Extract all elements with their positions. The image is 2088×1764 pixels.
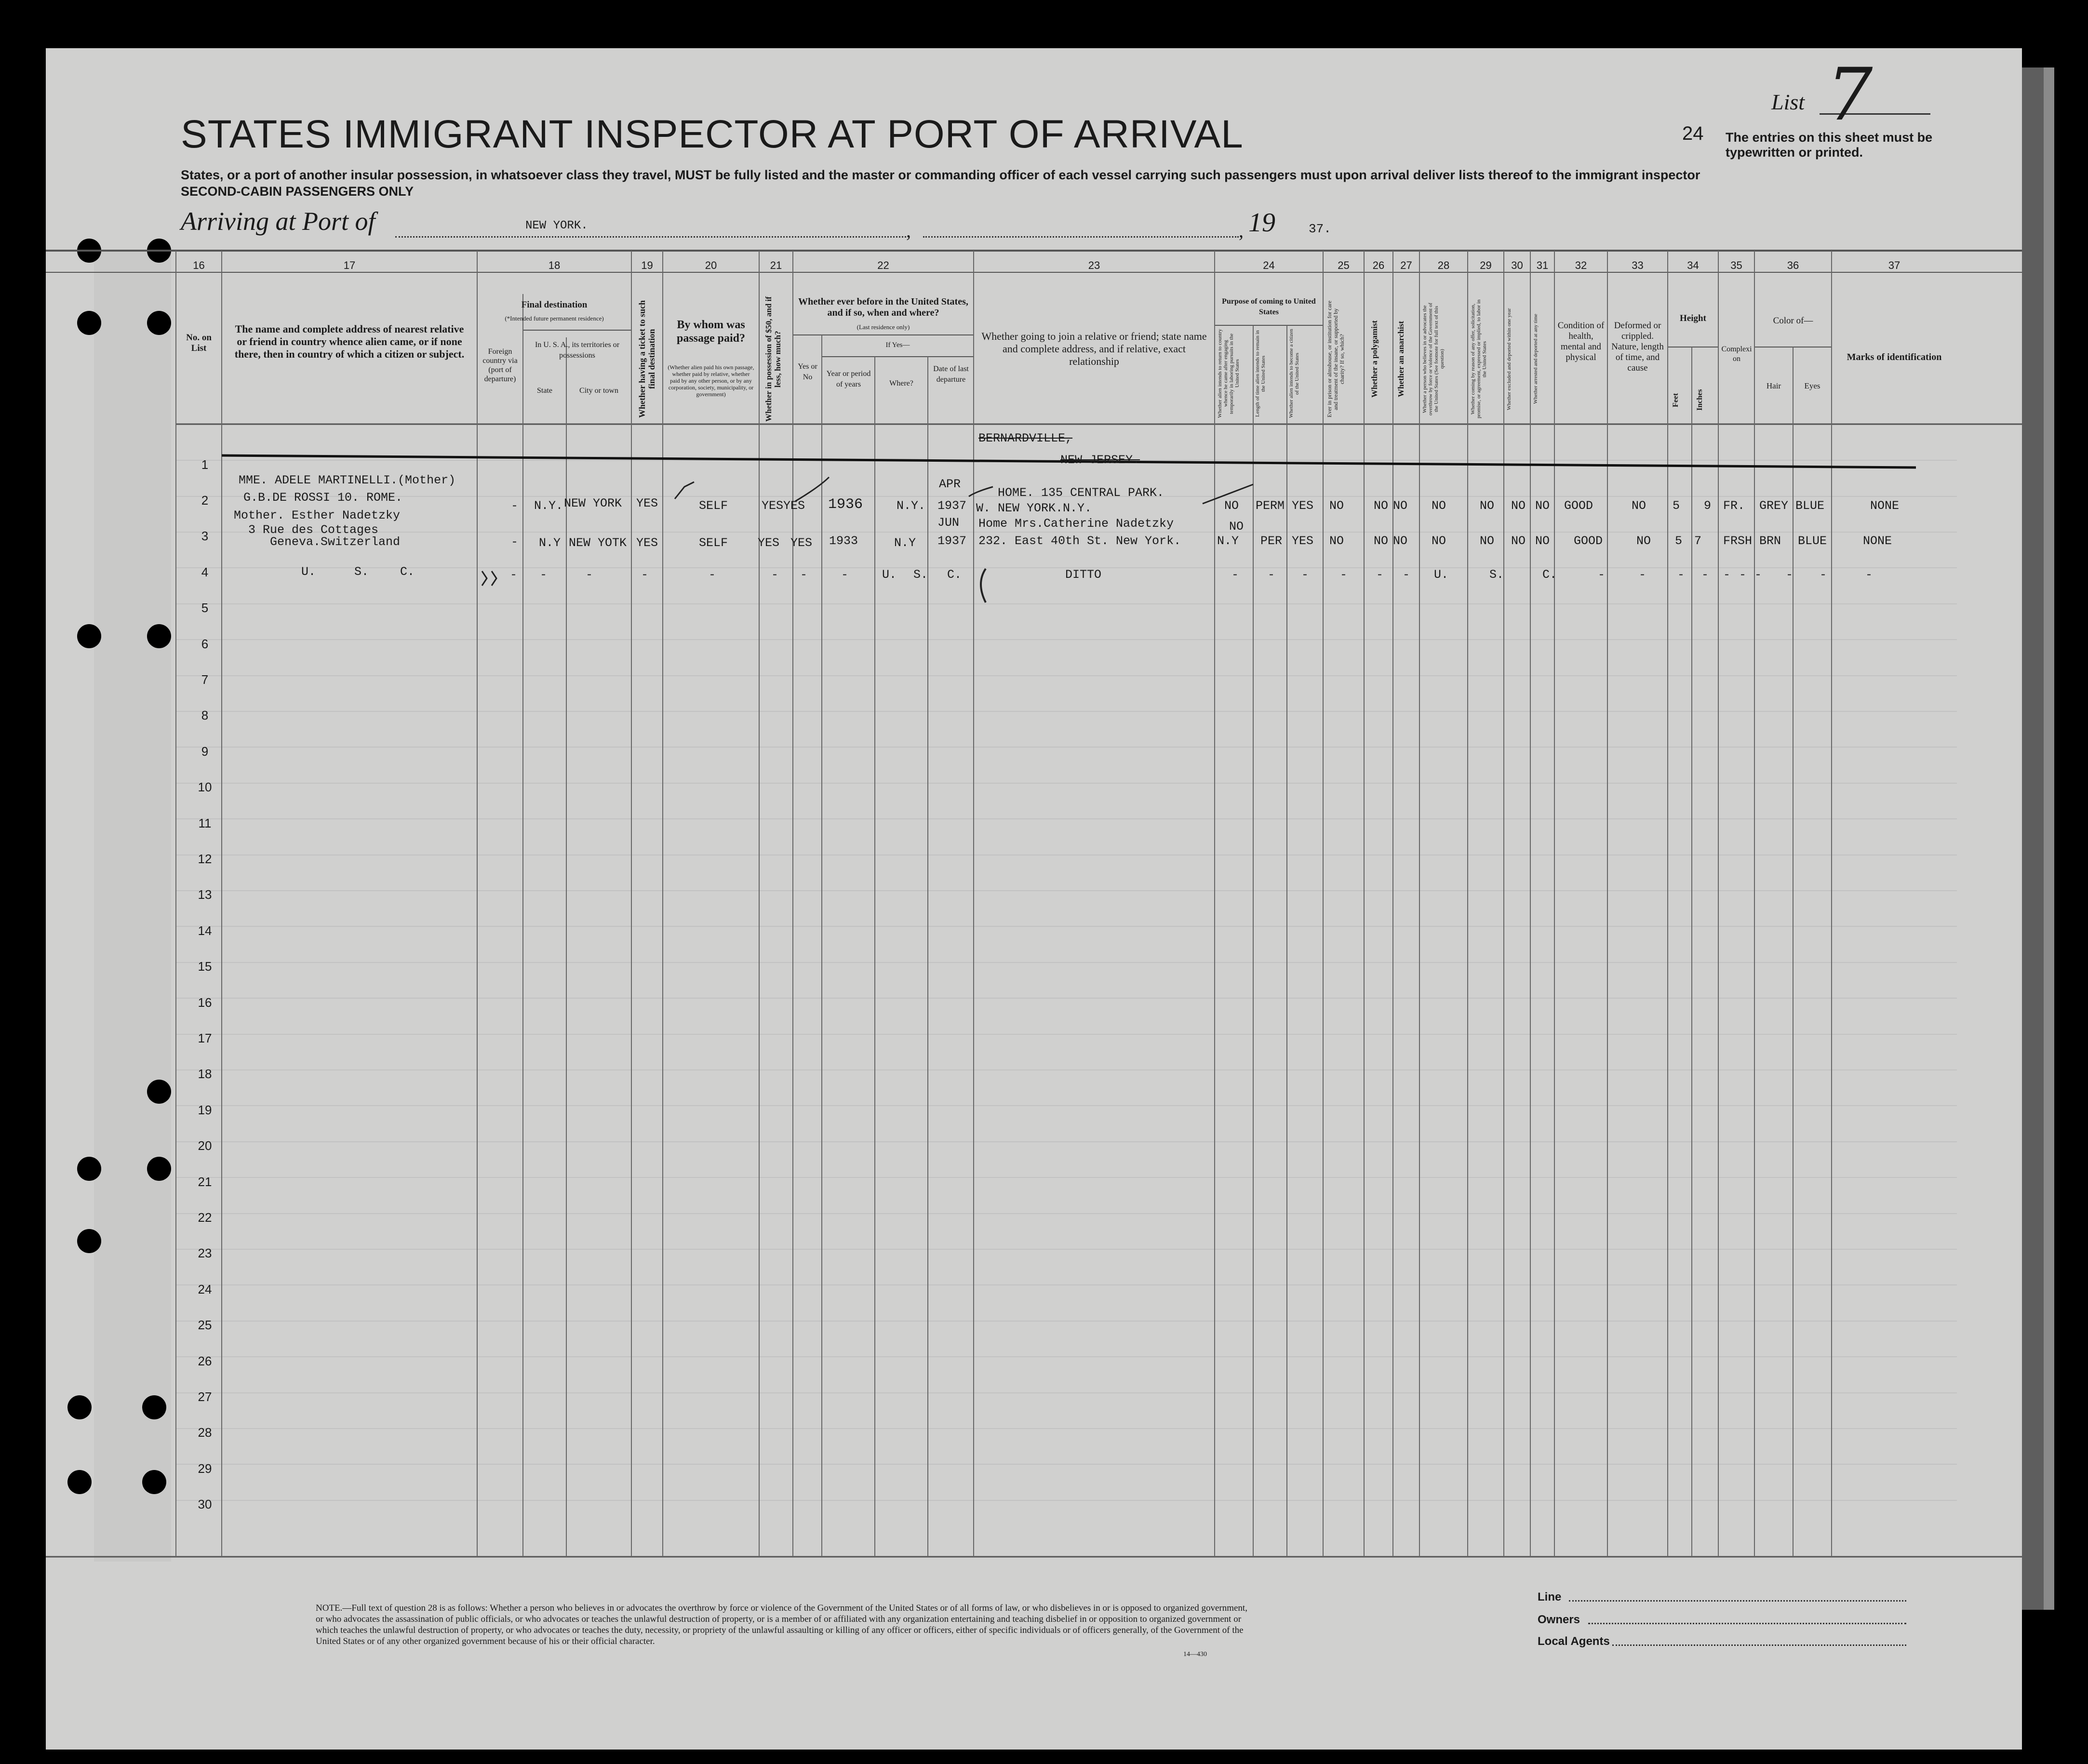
col-number: 32 — [1575, 259, 1587, 271]
r4-dash: - — [1340, 568, 1348, 582]
r2-paid-by: SELF — [699, 499, 728, 513]
question-28-note: NOTE.—Full text of question 28 is as follows: Whether a person who believes in or advocates the overthrow by force or violence of the Government of the United States or of all forms of law, or who disbelieves in or is opposed to organized government, or who advocates the assassination of public officials, or who advocates or teaches the unlawful destruction of property, or is a member of or affiliated with any organization entertaining and teaching disbelief in or opposition to organized government or which teaches the unlawful destruction of property, or who advocates or teaches the duty, necessity, or propriety of the unlawful assaulting or killing of any officer or officers, either of specific individuals or of officers generally, of the Government of the United States or of any other organized government because of his or their official character. — [316, 1603, 1247, 1646]
header-usa: In U. S. A., its territories or possessions — [535, 341, 620, 360]
r2-yesno: YES — [783, 499, 805, 513]
r4-dash: - — [1268, 568, 1275, 582]
row-number: 14 — [198, 923, 212, 938]
r3-length: PER — [1260, 534, 1283, 548]
row-number: 24 — [198, 1282, 212, 1296]
r3-yesno: YES — [790, 536, 813, 550]
row1-note: BERNARDVILLE, — [978, 431, 1073, 445]
row-number: 7 — [201, 672, 209, 687]
col-number: 17 — [343, 259, 356, 271]
r3-deformed: NO — [1636, 534, 1651, 548]
r3-inches: 7 — [1694, 534, 1702, 548]
col-number: 16 — [193, 259, 205, 271]
r3-paid-by: SELF — [699, 536, 728, 550]
r2-feet: 5 — [1673, 499, 1680, 513]
r4-dash: - — [1865, 568, 1873, 582]
r3-address-1: 3 Rue des Cottages — [248, 523, 379, 537]
r2-complexion: FR. — [1723, 499, 1745, 513]
class-line: SECOND-CABIN PASSENGERS ONLY — [181, 184, 414, 199]
r4-usc-s: S. — [1489, 568, 1504, 582]
r2-possession: YES — [762, 499, 784, 513]
r4-dash: - — [1786, 568, 1794, 582]
header-last-departure: Date of last departure — [933, 365, 969, 384]
r2-c31: NO — [1535, 499, 1550, 513]
col-number: 20 — [705, 259, 717, 271]
row-number: 13 — [198, 887, 212, 902]
r2-eyes: BLUE — [1795, 499, 1825, 513]
col-number: 31 — [1536, 259, 1549, 271]
header-join-relative: Whether going to join a relative or friend; state name and complete address, and if relative, exact relationship — [981, 330, 1207, 367]
header-deformed: Deformed or crippled. Nature, length of time, and cause — [1611, 321, 1664, 373]
r2-deformed: NO — [1632, 499, 1646, 513]
r4-dash: - — [1739, 568, 1747, 582]
row-number: 11 — [198, 816, 212, 830]
row-number: 18 — [198, 1067, 212, 1081]
r4-dash: - — [510, 568, 518, 582]
row-number: 10 — [198, 780, 212, 794]
r4-dash: - — [1677, 568, 1685, 582]
col-number: 21 — [770, 259, 782, 271]
row-number: 9 — [201, 744, 209, 759]
r4-dash: - — [1639, 568, 1646, 582]
header-ticket: Whether having a ticket to such final destination — [637, 300, 656, 418]
col-number: 22 — [877, 259, 889, 271]
r2-citizen: YES — [1292, 499, 1314, 513]
row-number: 12 — [198, 852, 212, 866]
header-complexion: Complexion — [1721, 345, 1752, 363]
col-number: 27 — [1400, 259, 1412, 271]
r2-length: PERM — [1256, 499, 1285, 513]
r2-year: 1936 — [828, 496, 863, 513]
col-number: 25 — [1338, 259, 1350, 271]
header-height: Height — [1680, 313, 1706, 323]
row-number: 17 — [198, 1031, 212, 1045]
row-number: 20 — [198, 1138, 212, 1153]
r3-eyes: BLUE — [1798, 534, 1827, 548]
r3-complexion: FRSH — [1723, 534, 1753, 548]
col-number: 24 — [1263, 259, 1275, 271]
local-agents-label: Local Agents — [1538, 1635, 1610, 1648]
year-suffix: 37. — [1309, 222, 1331, 236]
row-number: 1 — [201, 457, 209, 472]
r3-relative: Mother. Esther Nadetzky — [234, 508, 401, 522]
r2-c25: NO — [1329, 499, 1344, 513]
r4-usc-c: C. — [1542, 568, 1557, 582]
header-polygamist: Whether a polygamist — [1370, 320, 1379, 398]
r3-join-1: Home Mrs.Catherine Nadetzky — [978, 517, 1174, 531]
r3-ticket: YES — [636, 536, 658, 550]
instruction-text: States, or a port of another insular possession, in whatsoever class they travel, MUST be fully listed and the master or commanding officer of each vessel carrying such passengers must upon arrival deliver lists thereof to the immigrant inspector — [181, 168, 1700, 182]
r2-foreign: - — [511, 499, 519, 513]
header-where: Where? — [889, 379, 913, 388]
col-number: 26 — [1372, 259, 1385, 271]
r3-where: N.Y — [894, 536, 916, 550]
r4-dash: - — [1301, 568, 1309, 582]
form-code: 14—430 — [1183, 1651, 1207, 1658]
r4-dash: - — [586, 568, 593, 582]
header-relative-address: The name and complete address of nearest relative or friend in country whence alien came, or if none there, then in country of which a citizen or subject. — [234, 323, 465, 360]
row-number: 15 — [198, 959, 212, 974]
col-number: 28 — [1437, 259, 1450, 271]
header-arrested: Whether arrested and deported at any time — [1533, 314, 1539, 404]
r2-where: N.Y. — [897, 499, 926, 513]
col-number: 36 — [1787, 259, 1799, 271]
row-number: 5 — [201, 601, 209, 615]
r3-date-year: 1937 — [937, 534, 967, 548]
header-last-residence: (Last residence only) — [857, 323, 910, 331]
year-prefix: 19 — [1248, 208, 1275, 238]
line-label: Line — [1538, 1590, 1562, 1604]
r3-possession: YES — [758, 536, 780, 550]
r3-c31: NO — [1535, 534, 1550, 548]
r4-usc-s: S. — [354, 565, 369, 579]
col-number: 33 — [1632, 259, 1644, 271]
header-length-stay: Length of time alien intends to remain in the United States — [1255, 330, 1266, 417]
col-number: 19 — [641, 259, 653, 271]
col-number: 18 — [548, 259, 561, 271]
col-number: 34 — [1687, 259, 1699, 271]
row-number: 28 — [198, 1425, 212, 1440]
r4-dash: - — [1701, 568, 1709, 582]
sheet-number: 24 — [1682, 123, 1704, 144]
row-number: 23 — [198, 1246, 212, 1260]
r2-join-1: HOME. 135 CENTRAL PARK. — [998, 486, 1164, 500]
col-number: 29 — [1480, 259, 1492, 271]
r3-hair: BRN — [1759, 534, 1781, 548]
col-number: 23 — [1088, 259, 1100, 271]
col-number: 35 — [1730, 259, 1742, 271]
r3-date-month: JUN — [937, 516, 960, 530]
r2-ticket: YES — [636, 496, 658, 510]
header-yes-no: Yes or No — [798, 362, 817, 381]
r3-city: NEW YOTK — [569, 536, 627, 550]
r4-dash: - — [709, 568, 716, 582]
row-number: 3 — [201, 529, 209, 543]
r2-c29: NO — [1480, 499, 1495, 513]
r4-dash: - — [1231, 568, 1239, 582]
row-number: 27 — [198, 1390, 212, 1404]
r4-dash: - — [1598, 568, 1606, 582]
r3-c26: NO — [1374, 534, 1389, 548]
row-number: 19 — [198, 1103, 212, 1117]
r3-health: GOOD — [1574, 534, 1603, 548]
r4-dash: - — [1376, 568, 1384, 582]
entries-note: The entries on this sheet must be typewritten or printed. — [1726, 130, 1933, 160]
header-health: Condition of health, mental and physical — [1557, 321, 1605, 362]
row-number: 21 — [198, 1175, 212, 1189]
header-state: State — [537, 387, 552, 395]
header-marks: Marks of identification — [1847, 352, 1942, 362]
header-final-destination: Final destination — [521, 300, 588, 310]
r3-c27: NO — [1393, 534, 1408, 548]
r2-c28: NO — [1432, 499, 1446, 513]
r3-return-b: N.Y — [1217, 534, 1239, 548]
r4-usc-u: U. — [882, 568, 897, 582]
r2-inches: 9 — [1704, 499, 1712, 513]
r3-address-2: Geneva.Switzerland — [270, 535, 401, 549]
row-number: 2 — [201, 493, 209, 508]
list-number: 7 — [1827, 53, 1873, 137]
r2-c27: NO — [1393, 499, 1408, 513]
r4-join: DITTO — [1065, 568, 1102, 582]
header-final-destination-sub: (*Intended future permanent residence) — [505, 315, 604, 322]
r2-relative: MME. ADELE MARTINELLI.(Mother) — [239, 473, 456, 487]
row-number: 30 — [198, 1497, 212, 1511]
r2-join-2: W. NEW YORK.N.Y. — [976, 501, 1092, 515]
row-number: 16 — [198, 995, 212, 1010]
port-name: NEW YORK. — [525, 219, 588, 232]
r3-foreign: - — [511, 535, 519, 549]
r4-dash: - — [1723, 568, 1731, 582]
r2-date-year: 1937 — [937, 499, 967, 513]
header-color-of: Color of— — [1773, 316, 1813, 326]
r4-dash: - — [1754, 568, 1762, 582]
row-number: 22 — [198, 1210, 212, 1225]
r4-dash: - — [1820, 568, 1827, 582]
header-anarchist: Whether an anarchist — [1396, 321, 1405, 398]
r3-marks: NONE — [1863, 534, 1892, 548]
row-number: 29 — [198, 1461, 212, 1476]
header-eyes: Eyes — [1804, 381, 1820, 390]
header-feet: Feet — [1672, 393, 1680, 407]
r2-date-month: APR — [939, 477, 961, 491]
r4-dash: - — [771, 568, 779, 582]
header-passage-paid-sub: (Whether alien paid his own passage, whether paid by relative, whether paid by any other person, or by any corporation, society, municipality, or government) — [668, 364, 754, 398]
arriving-label: Arriving at Port of — [181, 207, 375, 236]
list-label: List — [1771, 90, 1805, 114]
r2-c30: NO — [1511, 499, 1526, 513]
r2-state: N.Y. — [534, 499, 563, 513]
col-number: 30 — [1511, 259, 1523, 271]
r4-usc-u: U. — [301, 565, 316, 579]
r3-state: N.Y — [539, 536, 561, 550]
r2-return: NO — [1224, 499, 1239, 513]
header-before-in-us: Whether ever before in the United States, and if so, when and where? — [798, 296, 968, 318]
header-if-yes: If Yes— — [885, 341, 910, 349]
r2-city: NEW YORK — [564, 496, 622, 510]
header-year-period: Year or period of years — [826, 370, 871, 388]
header-foreign-country: Foreign country via (port of departure) — [482, 347, 518, 383]
header-purpose: Purpose of coming to United States — [1222, 297, 1316, 316]
header-excluded: Whether excluded and deported within one year — [1506, 308, 1512, 410]
row-number: 4 — [201, 565, 209, 579]
col-number: 37 — [1888, 259, 1901, 271]
header-labor-offer: Whether coming by reason of any offer, solicitation, promise, or agreement, expressed or implied, to labor in the United States — [1470, 299, 1487, 419]
header-fifty-dollars: Whether in possession of $50, and if less, how much? — [764, 296, 782, 422]
r4-dash: - — [540, 568, 548, 582]
r3-c29: NO — [1480, 534, 1495, 548]
row-number: 6 — [201, 637, 209, 651]
header-city: City or town — [579, 387, 618, 395]
r2-marks: NONE — [1870, 499, 1900, 513]
r3-c30: NO — [1511, 534, 1526, 548]
header-no-on-list: No. on List — [186, 333, 212, 353]
r2-address: G.B.DE ROSSI 10. ROME. — [243, 491, 403, 505]
r4-usc-c: C. — [400, 565, 415, 579]
r3-year: 1933 — [829, 534, 858, 548]
r4-usc-u: U. — [1434, 568, 1449, 582]
r4-dash: - — [1403, 568, 1410, 582]
header-prison: Ever in prison or almshouse, or institution for care and treatment of the insane, or supported by charity? If so, which? — [1326, 300, 1345, 418]
form-title: STATES IMMIGRANT INSPECTOR AT PORT OF ARRIVAL — [181, 112, 1244, 156]
r3-feet: 5 — [1675, 534, 1683, 548]
r2-hair: GREY — [1759, 499, 1789, 513]
header-become-citizen: Whether alien intends to become a citizen of the United States — [1288, 329, 1300, 418]
header-intends-return: Whether alien intends to return to country whence he came after engaging temporarily in laboring pursuits in the United States — [1217, 329, 1240, 418]
header-question-28: Whether a person who believes in or advocates the overthrow by force or violence of the Government of the United States (See footnote for full text of this question) — [1422, 303, 1445, 415]
owners-label: Owners — [1538, 1613, 1580, 1626]
r3-c28: NO — [1432, 534, 1446, 548]
r3-c25: NO — [1329, 534, 1344, 548]
r3-join-2: 232. East 40th St. New York. — [978, 534, 1181, 548]
r4-dash: - — [841, 568, 849, 582]
r3-return-a: NO — [1229, 520, 1244, 534]
r4-dash: - — [800, 568, 808, 582]
r2-health: GOOD — [1564, 499, 1593, 513]
r2-c26: NO — [1374, 499, 1389, 513]
row-number: 25 — [198, 1318, 212, 1332]
r4-usc-c: C. — [947, 568, 962, 582]
header-inches: Inches — [1696, 389, 1704, 411]
row1-note: NEW JERSEY. — [1060, 453, 1140, 467]
header-passage-paid: By whom was passage paid? — [676, 319, 746, 345]
row-number: 26 — [198, 1354, 212, 1368]
r4-dash: - — [641, 568, 649, 582]
r3-citizen: YES — [1292, 534, 1314, 548]
row-number: 8 — [201, 708, 209, 722]
r4-usc-s: S. — [913, 568, 928, 582]
header-hair: Hair — [1766, 381, 1781, 390]
